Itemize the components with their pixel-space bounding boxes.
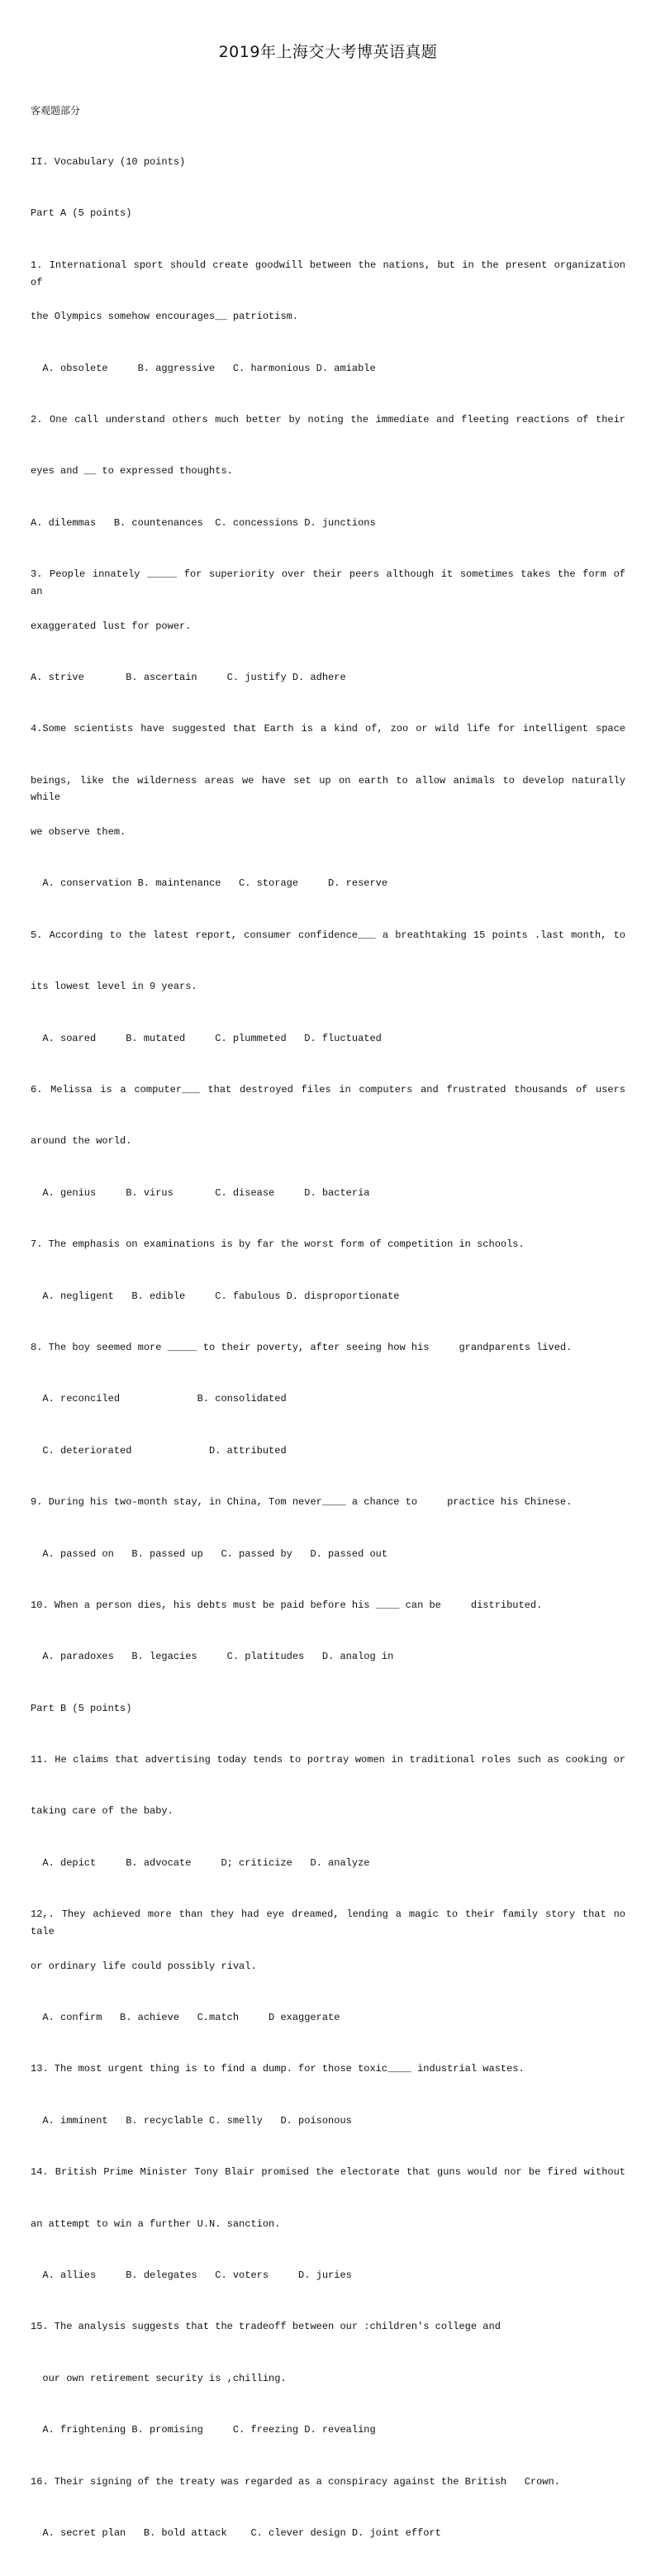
question-text: eyes and __ to expressed thoughts. [31, 465, 233, 478]
section-heading: II. Vocabulary (10 points) [31, 155, 186, 168]
question-text: exaggerated lust for power. [31, 620, 192, 632]
question-text: the Olympics somehow encourages__ patriotism. [31, 311, 299, 323]
question-text: 14. British Prime Minister Tony Blair promised the electorate that guns would nor be fired without [31, 2166, 625, 2179]
answer-options: A. allies B. delegates C. voters D. juries [31, 2269, 352, 2281]
question-text: 16. Their signing of the treaty was regarded as a conspiracy against the British Crown. [31, 2475, 560, 2488]
answer-options: A. depict B. advocate D; criticize D. analyze [31, 1856, 370, 1869]
question-text: beings, like the wilderness areas we have set up on earth to allow animals to develop naturally while [31, 774, 625, 804]
answer-options: A. passed on B. passed up C. passed by D. passed out [31, 1547, 388, 1560]
part-heading: Part B (5 points) [31, 1702, 132, 1714]
question-text: we observe them. [31, 826, 126, 839]
answer-options: A. strive B. ascertain C. justify D. adhere [31, 671, 346, 683]
section-label: 客观题部分 [31, 104, 81, 116]
answer-options: A. conservation B. maintenance C. storage D. reserve [31, 877, 388, 890]
page-title: 2019年上海交大考博英语真题 [218, 43, 438, 61]
answer-options: A. dilemmas B. countenances C. concessions D. junctions [31, 516, 376, 529]
question-text: or ordinary life could possibly rival. [31, 1960, 257, 1972]
question-text: 11. He claims that advertising today tends to portray women in traditional roles such as cooking or [31, 1754, 625, 1766]
question-text: our own retirement security is ,chilling. [31, 2372, 287, 2384]
question-text: 1. International sport should create goodwill between the nations, but in the present organization of [31, 259, 625, 288]
document-body [31, 68, 625, 2576]
question-text: 8. The boy seemed more _____ to their poverty, after seeing how his grandparents lived. [31, 1341, 573, 1353]
question-text: 7. The emphasis on examinations is by far the worst form of competition in schools. [31, 1238, 525, 1251]
question-text: 13. The most urgent thing is to find a dump. for those toxic____ industrial wastes. [31, 2063, 525, 2075]
answer-options: A. imminent B. recyclable C. smelly D. poisonous [31, 2114, 352, 2127]
answer-options: A. obsolete B. aggressive C. harmonious D. amiable [31, 362, 376, 374]
answer-options: A. soared B. mutated C. plummeted D. fluctuated [31, 1032, 382, 1044]
answer-options: C. deteriorated D. attributed [31, 1444, 287, 1457]
part-heading: Part A (5 points) [31, 207, 132, 220]
answer-options: A. secret plan B. bold attack C. clever design D. joint effort [31, 2526, 441, 2539]
answer-options: A. frightening B. promising C. freezing D. revealing [31, 2424, 376, 2436]
question-text: 12,. They achieved more than they had eye dreamed, lending a magic to their family story that no tale [31, 1908, 625, 1938]
question-text: its lowest level in 9 years. [31, 981, 197, 993]
question-text: 2. One call understand others much better by noting the immediate and fleeting reactions of their [31, 413, 625, 425]
question-text: 4.Some scientists have suggested that Earth is a kind of, zoo or wild life for intelligent space [31, 723, 625, 735]
answer-options: A. genius B. virus C. disease D. bacteria [31, 1186, 370, 1199]
question-text: 9. During his two-month stay, in China, Tom never____ a chance to practice his Chinese. [31, 1496, 573, 1509]
answer-options: A. paradoxes B. legacies C. platitudes D. analog in [31, 1651, 394, 1663]
question-text: 3. People innately _____ for superiority over their peers although it sometimes takes the form of an [31, 568, 625, 597]
question-text: an attempt to win a further U.N. sanction. [31, 2217, 281, 2230]
question-text: around the world. [31, 1135, 132, 1148]
question-text: taking care of the baby. [31, 1805, 174, 1818]
question-text: 10. When a person dies, his debts must be paid before his ____ can be distributed. [31, 1599, 543, 1611]
question-text: 15. The analysis suggests that the tradeoff between our :children's college and [31, 2321, 501, 2333]
question-text: 5. According to the latest report, consumer confidence___ a breathtaking 15 points .last month, to [31, 929, 625, 941]
answer-options: A. confirm B. achieve C.match D exaggerate [31, 2012, 340, 2024]
question-text: 6. Melissa is a computer___ that destroyed files in computers and frustrated thousands of users [31, 1084, 625, 1096]
answer-options: A. negligent B. edible C. fabulous D. disproportionate [31, 1290, 400, 1302]
answer-options: A. reconciled B. consolidated [31, 1393, 287, 1405]
